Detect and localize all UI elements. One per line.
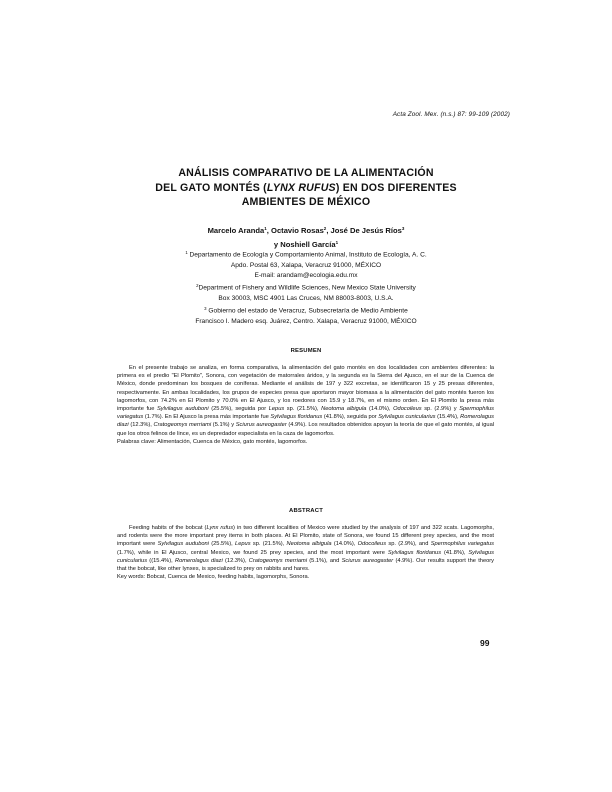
title-species: LYNX RUFUS bbox=[266, 181, 336, 194]
species-name: Spermophilus variegatus bbox=[117, 406, 494, 421]
text-run: sp. (21.5%), bbox=[284, 406, 322, 413]
author-list bbox=[100, 223, 512, 251]
author-name: Marcelo Aranda bbox=[207, 226, 265, 235]
resumen-keywords: Palabras clave: Alimentación, Cuenca de México, gato montés, lagomorfos. bbox=[117, 438, 308, 445]
text-run: ((15.4%), bbox=[147, 557, 175, 564]
author-name: José De Jesús Ríos bbox=[330, 226, 402, 235]
species-name: Cratogeomys merriami bbox=[248, 557, 307, 564]
text-run: (15.4%), bbox=[435, 414, 461, 421]
text-run: sp. (2.9%) y bbox=[421, 406, 460, 413]
abstract-body bbox=[117, 524, 494, 581]
affil-mark: 2 bbox=[196, 283, 199, 289]
text-run: (14.0%), bbox=[366, 406, 394, 413]
author-affil-mark: 1 bbox=[264, 226, 267, 231]
text-run: (1.7%), while in El Ajusco, central Mexico, we found 25 prey species, and the most important were bbox=[117, 549, 388, 556]
text-run: (1.7%). En El Ajusco la presa más importante fue bbox=[143, 414, 271, 421]
species-name: Odocoileus bbox=[357, 541, 387, 548]
author-affil-mark: 2 bbox=[323, 226, 327, 231]
journal-reference: Acta Zool. Mex. (n.s.) 87: 99-109 (2002) bbox=[392, 111, 510, 118]
text-run: (41.8%), bbox=[441, 549, 469, 556]
resumen-body bbox=[117, 364, 494, 446]
text-run: (25.5%), bbox=[208, 541, 236, 548]
author-name: Octavio Rosas bbox=[271, 226, 324, 235]
resumen-heading: RESUMEN bbox=[290, 348, 322, 354]
species-name: Lynx rufus bbox=[206, 525, 234, 531]
affiliation-line: Apdo. Postal 63, Xalapa, Veracruz 91000, MÉXICO bbox=[230, 261, 382, 269]
species-name: Sylvilagus floridanus bbox=[387, 549, 442, 556]
affiliation-line bbox=[100, 304, 512, 317]
resumen-paragraph bbox=[117, 364, 494, 438]
species-name: Sciurus aureogaster bbox=[341, 557, 394, 564]
title-line-3: AMBIENTES DE MÉXICO bbox=[241, 196, 371, 208]
species-name: Neotoma albigula bbox=[286, 541, 332, 548]
species-name: Sylvilagus cunicularius bbox=[378, 414, 436, 421]
title-text: DEL GATO MONTÉS ( bbox=[155, 181, 267, 194]
affiliations bbox=[100, 248, 512, 327]
title-text: ) EN DOS DIFERENTES bbox=[335, 181, 457, 194]
text-run: (41.8%), seguida por bbox=[322, 414, 379, 421]
title-line-2 bbox=[100, 181, 512, 196]
affil-text: Gobierno del estado de Veracruz, Subsecretaría de Medio Ambiente bbox=[208, 307, 408, 315]
affiliation-line: Francisco I. Madero esq. Juárez, Centro. Xalapa, Veracruz 91000, MÉXICO bbox=[195, 317, 417, 325]
species-name: Sylvilagus auduboni bbox=[157, 541, 209, 548]
species-name: Lepus bbox=[268, 406, 285, 413]
text-run: (4.9%). Our results support the theory that the bobcat, like other lynxes, is specialized to prey on rabbits and hares. bbox=[117, 557, 495, 573]
paper-title bbox=[100, 166, 512, 210]
species-name: Sylvilagus floridanus bbox=[270, 414, 323, 421]
species-name: Sciurus aureogaster bbox=[235, 422, 287, 429]
text-run: ) in two different localities of Mexico were studied by the analysis of 197 and 322 scats. Lagomorphs, and rodents were the more important prey items in both places. At El Plomito, state of Sonora, we found 15 different prey species, and the most important were bbox=[117, 525, 494, 548]
author-conjunction: y bbox=[273, 240, 279, 249]
text-run: (5.1%), and bbox=[307, 557, 342, 564]
species-name: Sylvilagus cunicularius bbox=[117, 549, 494, 564]
affil-text: Departamento de Ecología y Comportamiento Animal, Instituto de Ecología, A. C. bbox=[189, 251, 427, 259]
author-name: Noshiell García bbox=[280, 240, 336, 249]
text-run: sp. (2.9%), and bbox=[386, 541, 431, 548]
text-run: (4.9%). Los resultados obtenidos apoyan la teoría de que el gato montés, al igual que los otros felinos de lince, es un depredador especialista en la caza de lagomorfos. bbox=[117, 422, 495, 437]
species-name: Lepus bbox=[235, 541, 251, 548]
text-run: (25.5%), seguida por bbox=[208, 406, 269, 413]
author-affil-mark: 1 bbox=[335, 240, 339, 245]
text-run: (14.0%), bbox=[331, 541, 358, 548]
affiliation-email: E-mail: arandam@ecologia.edu.mx bbox=[254, 271, 358, 279]
text-run: (5.1%) y bbox=[211, 422, 236, 429]
affiliation-line bbox=[100, 281, 512, 294]
affil-mark: 1 bbox=[185, 250, 188, 255]
text-run: En el presente trabajo se analiza, en forma comparativa, la alimentación del gato montés en dos localidades con ambientes diferentes: la primera es el predio "El Plomito", Sonora, con vegetación de matorrales áridos, y la segunda es la Sierra del Ajusco, en el sur de la Cuenca de México, donde predominan los bosques de coníferas. Mediante el análisis de 197 y 322 excretas, se identificaron 15 y 25 presas diferentes, respectivamente. En ambas localidades, los grupos de especies presa que aportaron mayor biomasa a la alimentación del gato montés fueron los lagomorfos, con 74.2% en El Plomito y 70.0% en El Ajusco, y los roedores con 15.9 y 18.7%, en el mismo orden. En El Plomito la presa más importante fue bbox=[117, 365, 494, 413]
text-run: Feeding habits of the bobcat ( bbox=[129, 525, 207, 531]
abstract-keywords: Key words: Bobcat, Cuenca de Mexico, feeding habits, lagomorphs, Sonora. bbox=[117, 574, 310, 581]
affil-text: Department of Fishery and Wildlife Sciences, New Mexico State University bbox=[198, 284, 416, 292]
page-number: 99 bbox=[480, 638, 490, 648]
abstract-paragraph bbox=[117, 524, 494, 573]
species-name: Sylvilagus auduboni bbox=[157, 406, 209, 413]
title-line-1: ANÁLISIS COMPARATIVO DE LA ALIMENTACIÓN bbox=[178, 167, 434, 179]
species-name: Spermophilus variegatus bbox=[430, 541, 495, 548]
text-run: (12.3%), bbox=[222, 557, 249, 564]
authors-line-1: Marcelo Aranda$^1$, Octavio Rosas$^2$, José De Jesús Ríos$^3$ bbox=[207, 226, 405, 235]
abstract-heading: ABSTRACT bbox=[289, 508, 323, 514]
affil-mark: 3 bbox=[204, 306, 207, 312]
text-run: sp. (21.5%), bbox=[250, 541, 287, 548]
author-affil-mark: 3 bbox=[401, 226, 405, 231]
affiliation-line bbox=[100, 248, 512, 261]
species-name: Neotoma albigula bbox=[321, 406, 367, 413]
species-name: Romerolagus diazi bbox=[117, 414, 494, 429]
species-name: Romerolagus diazi bbox=[174, 557, 223, 564]
text-run: (12.3%), bbox=[128, 422, 154, 429]
species-name: Odocoileus bbox=[393, 406, 422, 413]
species-name: Cratogeomys merriami bbox=[153, 422, 212, 429]
affiliation-line: Box 30003, MSC 4901 Las Cruces, NM 88003-8003, U.S.A. bbox=[218, 294, 394, 302]
